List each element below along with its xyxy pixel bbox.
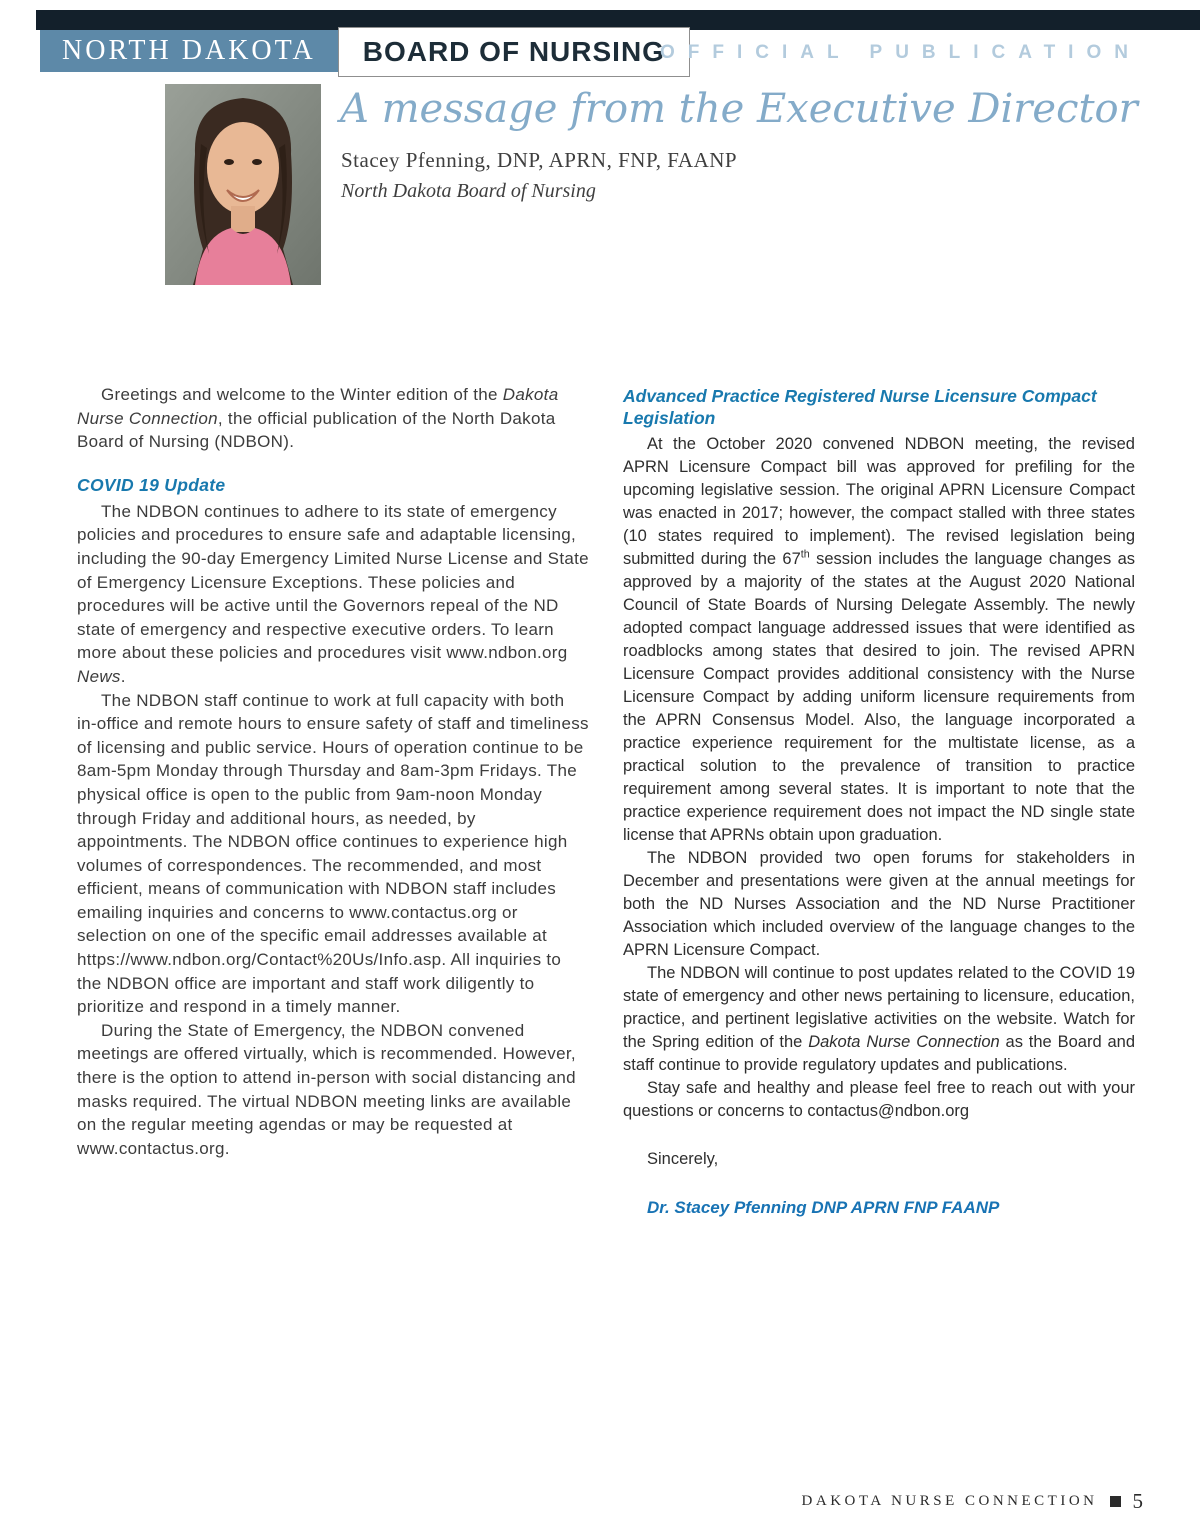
body-paragraph: During the State of Emergency, the NDBON convened meetings are offered virtually, which is recommended. However, there is the option to attend in-person with social distancing and masks required. The virtual NDBON meeting links are available on the regular meeting agendas or may be requested at www.contactus.org. <box>77 1020 576 1158</box>
page-number: 5 <box>1132 1489 1143 1513</box>
article-body <box>77 383 1135 1219</box>
body-paragraph: The NDBON staff continue to work at full capacity with both in-office and remote hours to ensure safety of staff and timeliness of licensing and public service. Hours of operation continue to be 8am-5pm Monday through Thursday and 8am-3pm Fridays. The physical office is open to the public from 9am-noon Monday through Friday and additional hours, as needed, by appointments. The NDBON office continues to experience high volumes of correspondences. The recommended, and most efficient, means of communication with NDBON staff includes emailing inquiries and concerns to www.contactus.org or selection on one of the specific email addresses available at https://www.ndbon.org/Contact%20Us/Info.asp. All inquiries to the NDBON office are important and staff work diligently to prioritize and respond in a timely manner. <box>77 690 589 1017</box>
author-name: Stacey Pfenning, DNP, APRN, FNP, FAANP <box>341 148 738 172</box>
page-footer <box>802 1489 1143 1514</box>
page-title: A message from the Executive Director <box>340 86 1138 132</box>
body-paragraph: The NDBON will continue to post updates related to the COVID 19 state of emergency and other news pertaining to licensure, education, practice, and pertinent legislative activities on the website. Watch for the Spring edition of the Dakota Nurse Connection as the Board and staff continue to provide regulatory updates and publications. <box>623 964 1135 1074</box>
board-name-label: BOARD OF NURSING <box>362 36 665 67</box>
state-name-label: NORTH DAKOTA <box>62 35 316 66</box>
body-paragraph: The NDBON provided two open forums for stakeholders in December and presentations were given at the annual meetings for both the ND Nurses Association and the ND Nurse Practitioner Association which included overview of the language changes to the APRN Licensure Compact. <box>623 849 1135 959</box>
closing-line: Sincerely, <box>647 1150 719 1168</box>
section-heading: COVID 19 Update <box>77 474 226 495</box>
portrait-image <box>165 84 321 285</box>
square-bullet-icon <box>1110 1496 1121 1507</box>
body-paragraph: At the October 2020 convened NDBON meeting, the revised APRN Licensure Compact bill was approved for prefiling for the upcoming legislative session. The original APRN Licensure Compact was enacted in 2017; however, the compact stalled with three states (10 states required to implement). The revised legislation being submitted during the 67th session includes the language changes as approved by a majority of the states at the August 2020 National Council of State Boards of Nursing Delegate Assembly. The newly adopted compact language addressed issues that were identified as roadblocks among states that desired to join. The revised APRN Licensure Compact provides additional consistency with the Nurse Licensure Compact by adding uniform licensure requirements from the APRN Consensus Model. Also, the language incorporated a practice experience requirement for the multistate license, as a practical solution to the prevalence of transition to practice requirement among several states. It is important to note that the practice experience requirement does not impact the ND single state license that APRNs obtain upon graduation. <box>623 435 1135 844</box>
footer-publication-name: DAKOTA NURSE CONNECTION <box>801 1493 1098 1509</box>
body-paragraph: Greetings and welcome to the Winter edition of the Dakota Nurse Connection, the official publication of the North Dakota Board of Nursing (NDBON). <box>77 385 559 452</box>
board-name-badge <box>338 27 690 77</box>
official-publication-label: OFFICIAL PUBLICATION <box>660 42 1141 63</box>
section-heading: Advanced Practice Registered Nurse Licensure Compact Legislation <box>623 386 1097 428</box>
executive-director-photo <box>165 84 321 285</box>
right-column <box>623 383 1135 1219</box>
left-column <box>77 383 589 1219</box>
body-paragraph: Stay safe and healthy and please feel free to reach out with your questions or concerns to contactus@ndbon.org <box>623 1079 1135 1120</box>
body-paragraph: The NDBON continues to adhere to its state of emergency policies and procedures to ensure safe and adaptable licensing, including the 90-day Emergency Limited Nurse License and State of Emergency Licensure Exceptions. These policies and procedures will be active until the Governors repeal of the ND state of emergency and respective executive orders. To learn more about these policies and procedures visit www.ndbon.org News. <box>77 501 589 686</box>
state-name-badge <box>40 30 338 72</box>
author-organization: North Dakota Board of Nursing <box>341 180 596 202</box>
masthead-banner <box>40 30 690 72</box>
signature-line: Dr. Stacey Pfenning DNP APRN FNP FAANP <box>647 1198 1000 1217</box>
